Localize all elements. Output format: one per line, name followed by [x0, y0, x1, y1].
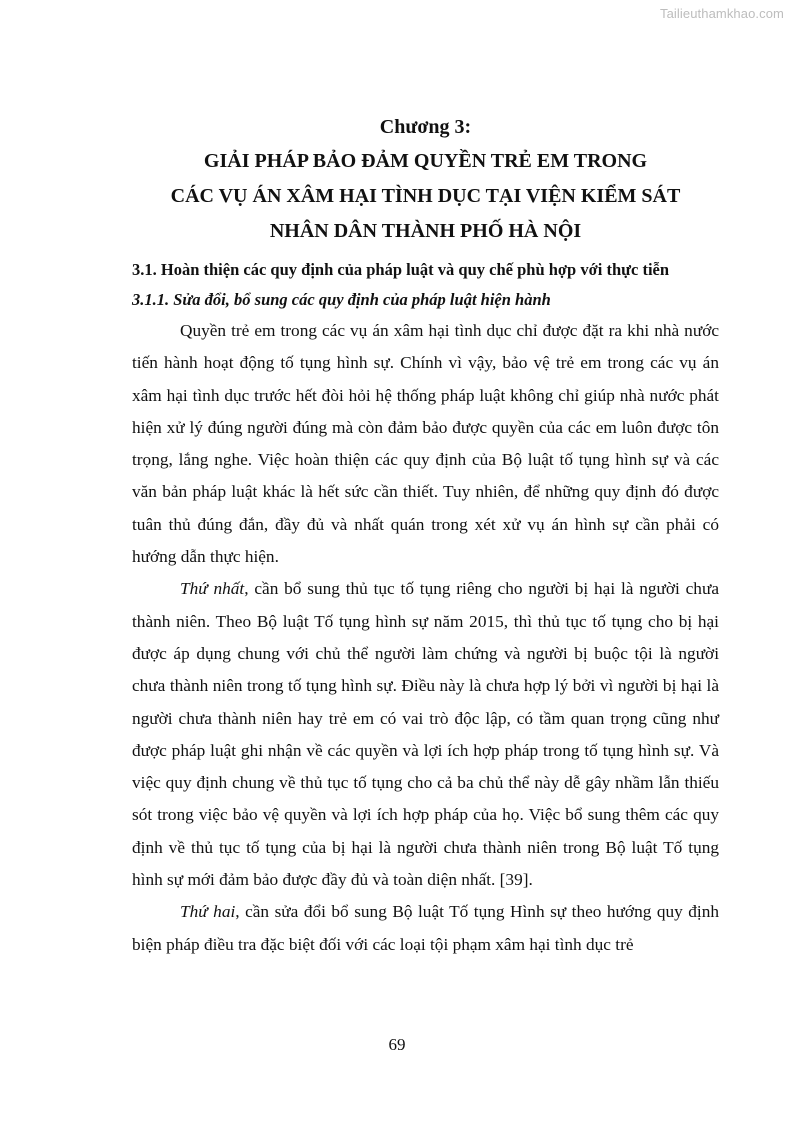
- chapter-title-line: NHÂN DÂN THÀNH PHỐ HÀ NỘI: [269, 220, 582, 242]
- chapter-title-line: GIẢI PHÁP BẢO ĐẢM QUYỀN TRẺ EM TRONG: [203, 150, 648, 172]
- subsection-heading: 3.1.1. Sửa đổi, bổ sung các quy định của pháp luật hiện hành: [132, 290, 551, 309]
- paragraph-text: Quyền trẻ em trong các vụ án xâm hại tình dục chỉ được đặt ra khi nhà nước tiến hành hoạt động tố tụng hình sự. Chính vì vậy, bảo vệ trẻ em trong các vụ án xâm hại tình dục trước hết đòi hỏi hệ thống pháp luật không chỉ giúp nhà nước phát hiện xử lý đúng người đúng mà còn đảm bảo được quyền của các em luôn được tôn trọng, lắng nghe. Việc hoàn thiện các quy định của Bộ luật tố tụng hình sự và các văn bản pháp luật khác là hết sức cần thiết. Tuy nhiên, để những quy định đó được tuân thủ đúng đắn, đầy đủ và nhất quán trong xét xử vụ án hình sự cần phải có hướng dẫn thực hiện.: [132, 321, 719, 567]
- chapter-number: Chương 3:: [379, 116, 472, 138]
- paragraph-text: , cần sửa đổi bổ sung Bộ luật Tố tụng Hình sự theo hướng quy định biện pháp điều tra đặc biệt đối với các loại tội phạm xâm hại tình dục trẻ: [132, 902, 719, 954]
- paragraph: [132, 315, 719, 573]
- paragraph-lead: Thứ hai: [180, 902, 236, 922]
- paragraph: [132, 896, 719, 961]
- chapter-title-line: CÁC VỤ ÁN XÂM HẠI TÌNH DỤC TẠI VIỆN KIỂM SÁT: [170, 185, 681, 207]
- page-number: 69: [388, 1035, 406, 1054]
- watermark: Tailieuthamkhao.com: [659, 6, 784, 21]
- paragraph-text: , cần bổ sung thủ tục tố tụng riêng cho người bị hại là người chưa thành niên. Theo Bộ luật Tố tụng hình sự năm 2015, thì thủ tục tố tụng cho bị hại được áp dụng chung với chủ thể người làm chứng và người bị buộc tội là người chưa thành niên trong tố tụng hình sự. Điều này là chưa hợp lý bởi vì người bị hại là người chưa thành niên hay trẻ em có vai trò độc lập, có tầm quan trọng cũng như được pháp luật ghi nhận về các quyền và lợi ích hợp pháp trong tố tụng hình sự. Và việc quy định chung về thủ tục tố tụng cho cả ba chủ thể này dễ gây nhầm lẫn thiếu sót trong việc bảo vệ quyền và lợi ích hợp pháp của họ. Việc bổ sung thêm các quy định về thủ tục tố tụng của bị hại là người chưa thành niên trong Bộ luật Tố tụng hình sự mới đảm bảo được đầy đủ và toàn diện nhất. [39].: [132, 579, 719, 890]
- chapter-title: [132, 144, 719, 249]
- paragraph-lead: Thứ nhất: [180, 579, 245, 599]
- paragraph: [132, 573, 719, 896]
- section-heading: 3.1. Hoàn thiện các quy định của pháp luật và quy chế phù hợp với thực tiễn: [132, 260, 670, 279]
- document-page: [132, 110, 719, 961]
